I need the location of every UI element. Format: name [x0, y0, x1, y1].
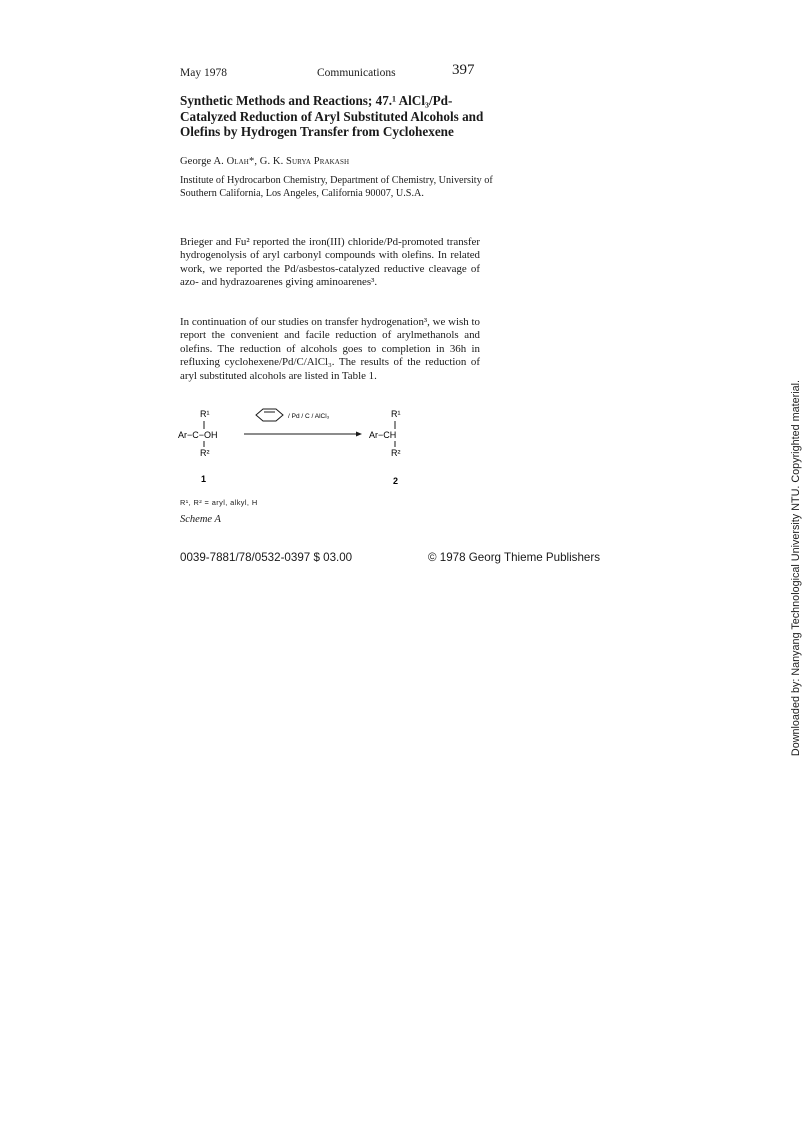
header-page-number: 397 — [452, 62, 475, 78]
reaction-scheme — [172, 405, 422, 495]
reactant-r2: R² — [200, 448, 210, 458]
author-2-surname: Surya Prakash — [286, 156, 350, 167]
reagents-label: / Pd / C / AlCl₃ — [288, 413, 330, 420]
author-1-given: George A. — [180, 156, 227, 167]
product-core: Ar−CH — [369, 430, 397, 440]
scheme-legend: R¹, R² = aryl, alkyl, H — [180, 498, 258, 507]
paragraph-2: In continuation of our studies on transfer hydrogenation³, we wish to report the convenient and facile reduction of arylmethanols and olefins. The reduction of alcohols goes to completion in 36h in refluxing cyclohexene/Pd/C/AlCl₃. The results of the reduction of aryl substituted alcohols are listed in Table 1. — [180, 316, 480, 382]
reactant-number: 1 — [201, 474, 207, 484]
author-2-given: G. K. — [259, 156, 287, 167]
paragraph-1: Brieger and Fu² reported the iron(III) chloride/Pd-promoted transfer hydrogenolysis of aryl carbonyl compounds with olefins. In related work, we reported the Pd/asbestos-catalyzed reductive cleavage of azo- and hydrazoarenes giving aminoarenes³. — [180, 236, 480, 289]
corresponding-mark: *, — [248, 156, 260, 167]
arrow-head-icon — [356, 432, 362, 437]
article-title: Synthetic Methods and Reactions; 47.¹ AlCl₃/Pd-Catalyzed Reduction of Aryl Substituted Alcohols and Olefins by Hydrogen Transfer from Cyclohexene — [180, 93, 484, 139]
download-watermark: Downloaded by: Nanyang Technological University NTU. Copyrighted material. — [790, 380, 802, 757]
reactant-core: Ar−C−OH — [178, 430, 218, 440]
cyclohexene-ring-icon — [256, 409, 283, 421]
copyright-notice: © 1978 Georg Thieme Publishers — [428, 551, 601, 564]
header-section: Communications — [317, 67, 396, 79]
scheme-caption: Scheme A — [180, 514, 221, 525]
product-r2: R² — [391, 448, 401, 458]
authors — [180, 156, 349, 167]
product-number: 2 — [393, 476, 399, 486]
reactant-r1: R¹ — [200, 409, 210, 419]
header-date: May 1978 — [180, 67, 227, 79]
product-r1: R¹ — [391, 409, 401, 419]
author-1-surname: Olah — [226, 156, 249, 167]
article-code: 0039-7881/78/0532-0397 $ 03.00 — [180, 551, 353, 564]
affiliation: Institute of Hydrocarbon Chemistry, Department of Chemistry, University of Southern California, Los Angeles, California 90007, U.S.A. — [180, 175, 493, 199]
